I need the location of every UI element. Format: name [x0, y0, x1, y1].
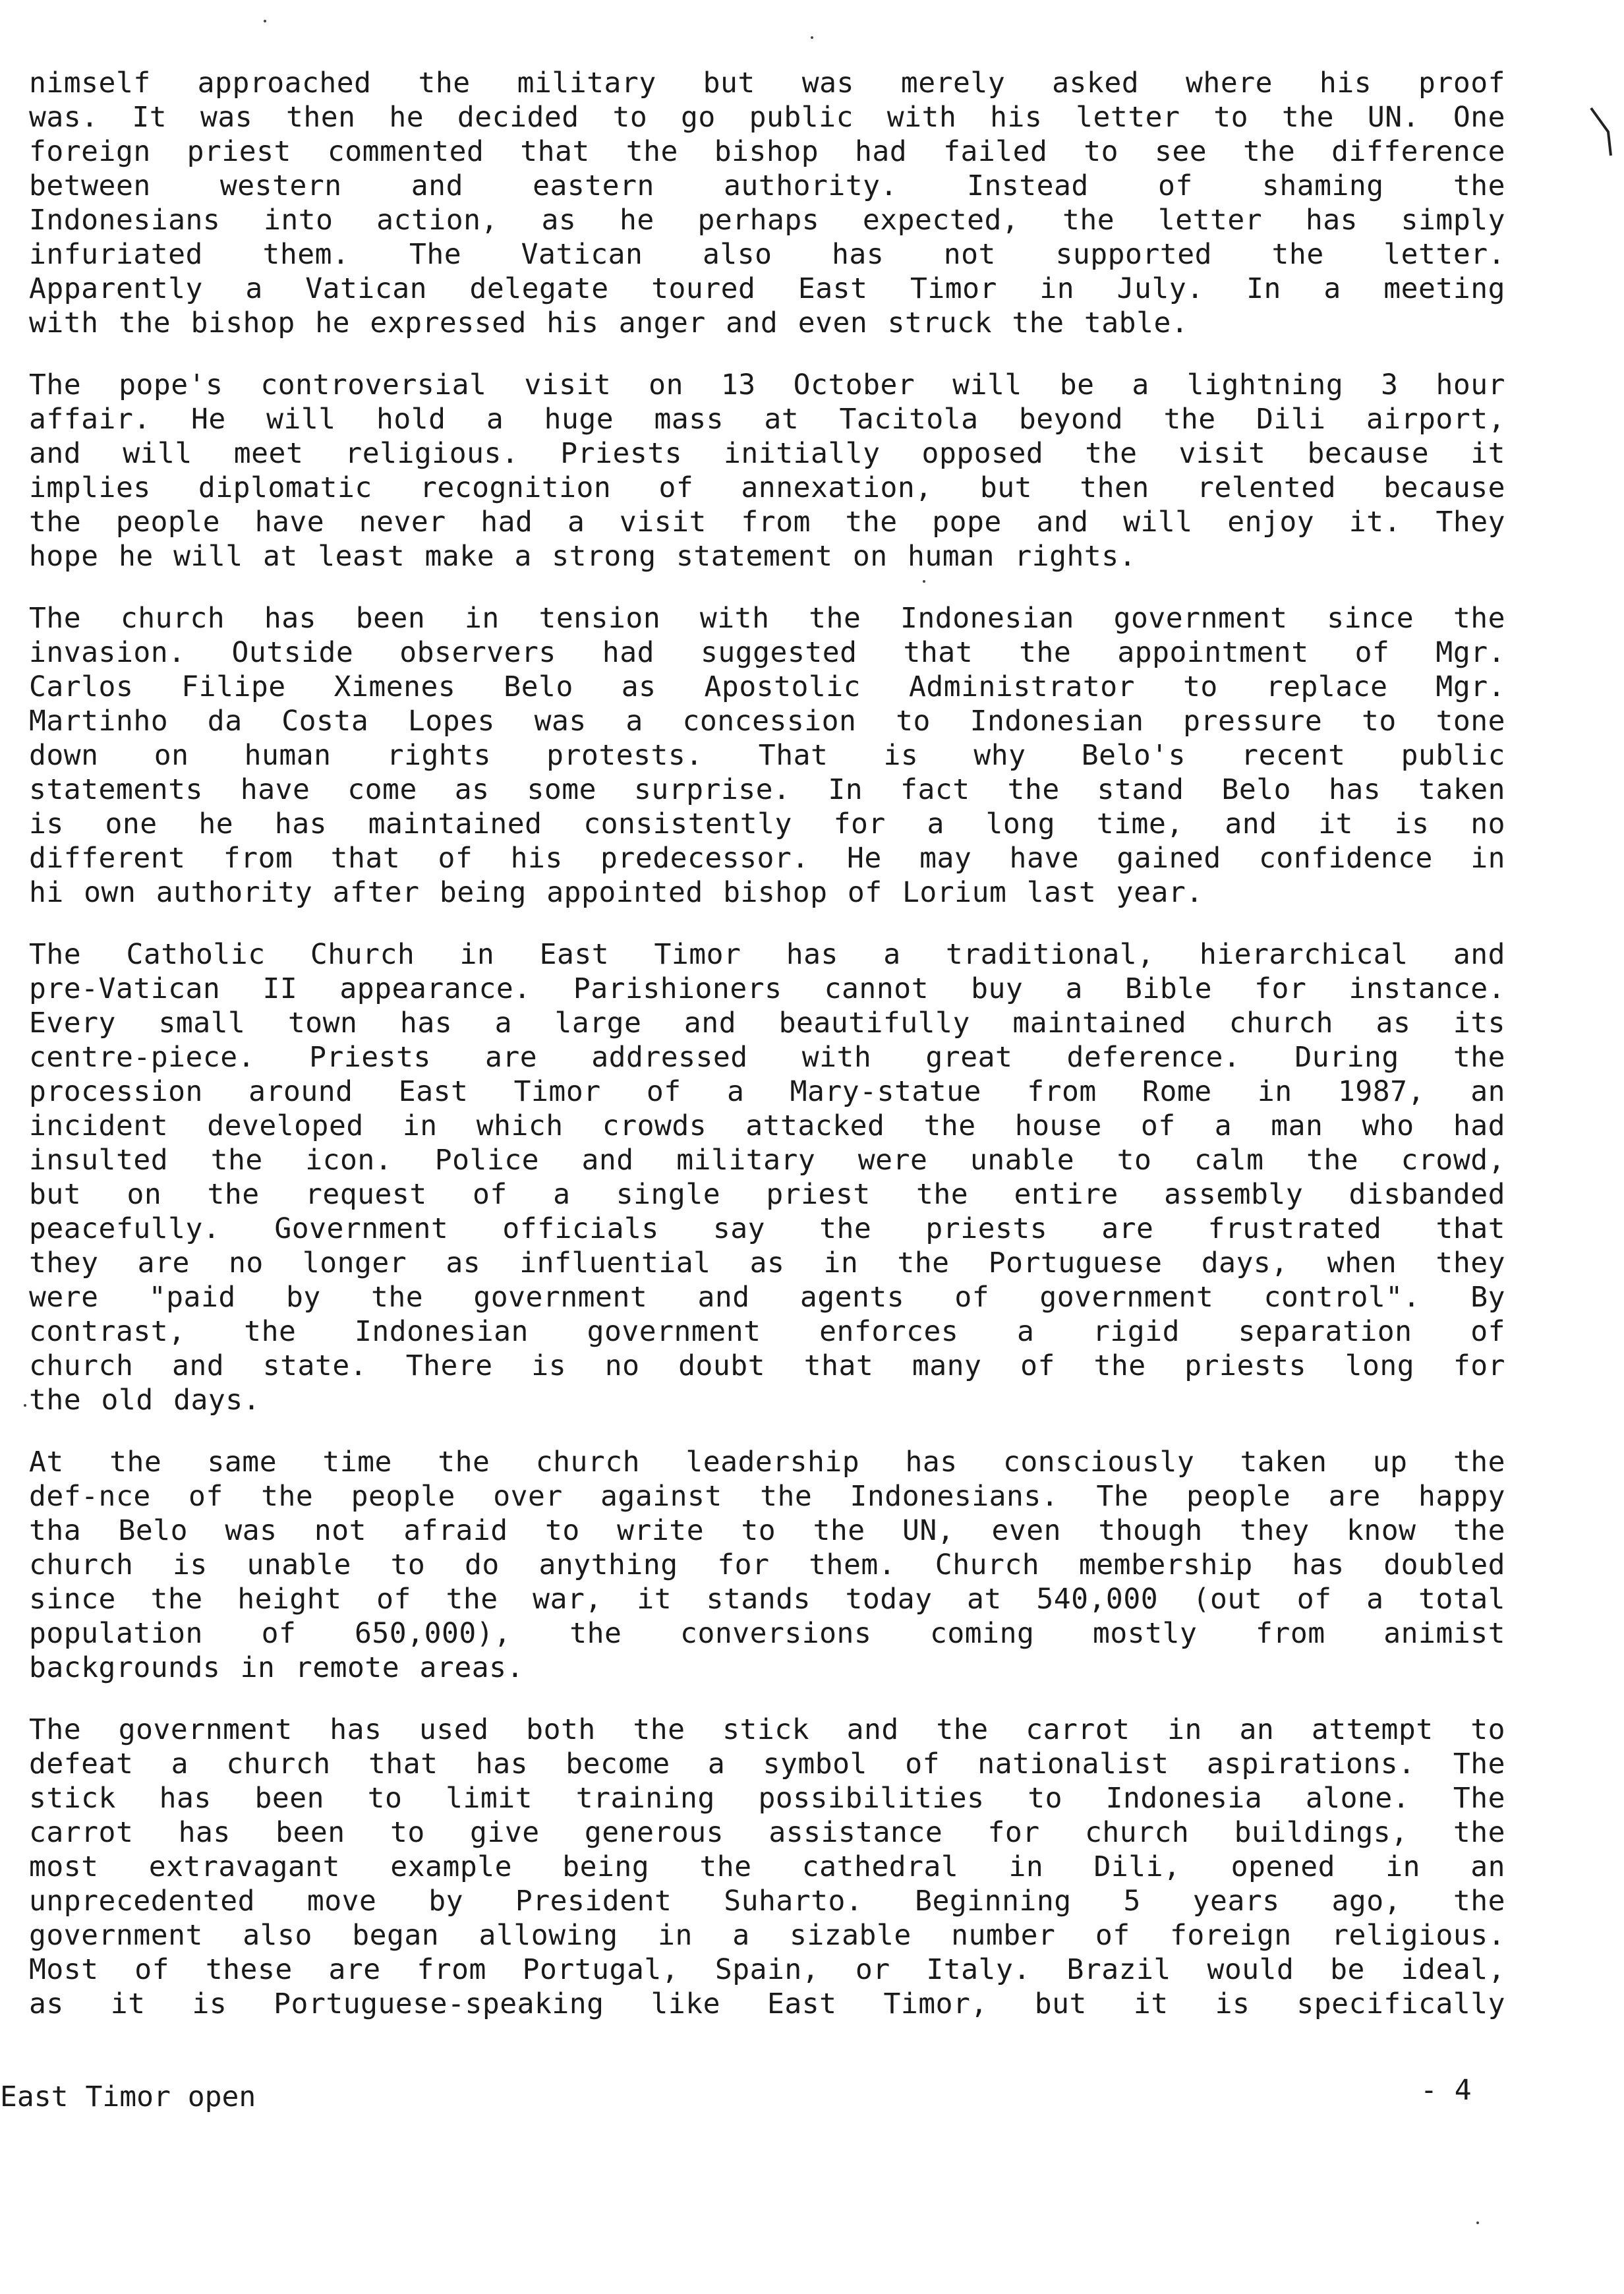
- text-line: centre-piece. Priests are addressed with great deference. During the: [29, 1041, 1505, 1074]
- text-line: carrot has been to give generous assistance for church buildings, the: [29, 1816, 1505, 1849]
- text-line: were "paid by the government and agents of government control". By: [29, 1281, 1505, 1314]
- text-line: the people have never had a visit from the pope and will enjoy it. They: [29, 506, 1505, 539]
- text-line: At the same time the church leadership has consciously taken up the: [29, 1446, 1505, 1479]
- text-line: insulted the icon. Police and military were unable to calm the crowd,: [29, 1144, 1505, 1177]
- paragraph: [29, 1713, 1505, 2021]
- paragraph: [29, 937, 1505, 1417]
- text-line: hope he will at least make a strong statement on human rights.: [29, 540, 1137, 573]
- text-line: procession around East Timor of a Mary-statue from Rome in 1987, an: [29, 1075, 1505, 1108]
- text-line: Martinho da Costa Lopes was a concession to Indonesian pressure to tone: [29, 705, 1505, 738]
- text-line: and will meet religious. Priests initially opposed the visit because it: [29, 437, 1505, 470]
- text-line: defeat a church that has become a symbol of nationalist aspirations. The: [29, 1748, 1505, 1780]
- text-line: most extravagant example being the cathedral in Dili, opened in an: [29, 1850, 1505, 1883]
- text-line: but on the request of a single priest the entire assembly disbanded: [29, 1178, 1505, 1211]
- scan-speck: [264, 20, 266, 22]
- text-line: foreign priest commented that the bishop had failed to see the difference: [29, 135, 1505, 168]
- paragraph: [29, 368, 1505, 574]
- scan-speck: [811, 36, 813, 39]
- text-line: backgrounds in remote areas.: [29, 1651, 524, 1684]
- text-line: church is unable to do anything for them. Church membership has doubled: [29, 1548, 1505, 1581]
- text-line: population of 650,000), the conversions coming mostly from animist: [29, 1617, 1505, 1650]
- text-line: invasion. Outside observers had suggested that the appointment of Mgr.: [29, 636, 1505, 669]
- paragraph: [29, 66, 1505, 340]
- text-line: peacefully. Government officials say the priests are frustrated that: [29, 1212, 1505, 1245]
- paragraph: [29, 1445, 1505, 1685]
- text-line: The government has used both the stick and the carrot in an attempt to: [29, 1713, 1505, 1746]
- text-line: hi own authority after being appointed bishop of Lorium last year.: [29, 876, 1204, 909]
- text-line: the old days.: [29, 1384, 261, 1417]
- text-line: statements have come as some surprise. In fact the stand Belo has taken: [29, 773, 1505, 806]
- paragraph: [29, 601, 1505, 910]
- text-line: implies diplomatic recognition of annexation, but then relented because: [29, 471, 1505, 504]
- body-text: [29, 66, 1505, 2049]
- page-number: - 4: [1420, 2074, 1472, 2107]
- text-line: as it is Portuguese-speaking like East Timor, but it is specifically: [29, 1987, 1505, 2020]
- text-line: affair. He will hold a huge mass at Tacitola beyond the Dili airport,: [29, 403, 1505, 436]
- text-line: def-nce of the people over against the Indonesians. The people are happy: [29, 1480, 1505, 1513]
- text-line: different from that of his predecessor. He may have gained confidence in: [29, 842, 1505, 875]
- text-line: The pope's controversial visit on 13 October will be a lightning 3 hour: [29, 368, 1505, 401]
- text-line: with the bishop he expressed his anger and even struck the table.: [29, 307, 1189, 339]
- text-line: was. It was then he decided to go public with his letter to the UN. One: [29, 101, 1505, 134]
- scan-speck: [24, 1404, 26, 1407]
- footer-running-title: East Timor open: [0, 2080, 256, 2113]
- text-line: stick has been to limit training possibilities to Indonesia alone. The: [29, 1782, 1505, 1815]
- text-line: down on human rights protests. That is why Belo's recent public: [29, 739, 1505, 772]
- text-line: pre-Vatican II appearance. Parishioners cannot buy a Bible for instance.: [29, 972, 1505, 1005]
- text-line: Apparently a Vatican delegate toured East Timor in July. In a meeting: [29, 272, 1505, 305]
- text-line: contrast, the Indonesian government enforces a rigid separation of: [29, 1315, 1505, 1348]
- text-line: since the height of the war, it stands today at 540,000 (out of a total: [29, 1583, 1505, 1616]
- text-line: unprecedented move by President Suharto. Beginning 5 years ago, the: [29, 1885, 1505, 1918]
- text-line: infuriated them. The Vatican also has not supported the letter.: [29, 238, 1505, 271]
- text-line: incident developed in which crowds attacked the house of a man who had: [29, 1109, 1505, 1142]
- text-line: they are no longer as influential as in the Portuguese days, when they: [29, 1247, 1505, 1279]
- text-line: tha Belo was not afraid to write to the UN, even though they know the: [29, 1514, 1505, 1547]
- text-line: Carlos Filipe Ximenes Belo as Apostolic Administrator to replace Mgr.: [29, 670, 1505, 703]
- text-line: government also began allowing in a sizable number of foreign religious.: [29, 1919, 1505, 1952]
- text-line: nimself approached the military but was merely asked where his proof: [29, 67, 1505, 100]
- text-line: church and state. There is no doubt that many of the priests long for: [29, 1349, 1505, 1382]
- text-line: is one he has maintained consistently for a long time, and it is no: [29, 808, 1505, 840]
- text-line: The Catholic Church in East Timor has a traditional, hierarchical and: [29, 938, 1505, 971]
- text-line: The church has been in tension with the Indonesian government since the: [29, 602, 1505, 635]
- text-line: Every small town has a large and beautifully maintained church as its: [29, 1007, 1505, 1040]
- text-line: between western and eastern authority. Instead of shaming the: [29, 169, 1505, 202]
- scan-speck: [1476, 2221, 1479, 2224]
- text-line: Most of these are from Portugal, Spain, or Italy. Brazil would be ideal,: [29, 1953, 1505, 1986]
- scan-edge-mark: [1588, 105, 1615, 158]
- text-line: Indonesians into action, as he perhaps expected, the letter has simply: [29, 204, 1505, 237]
